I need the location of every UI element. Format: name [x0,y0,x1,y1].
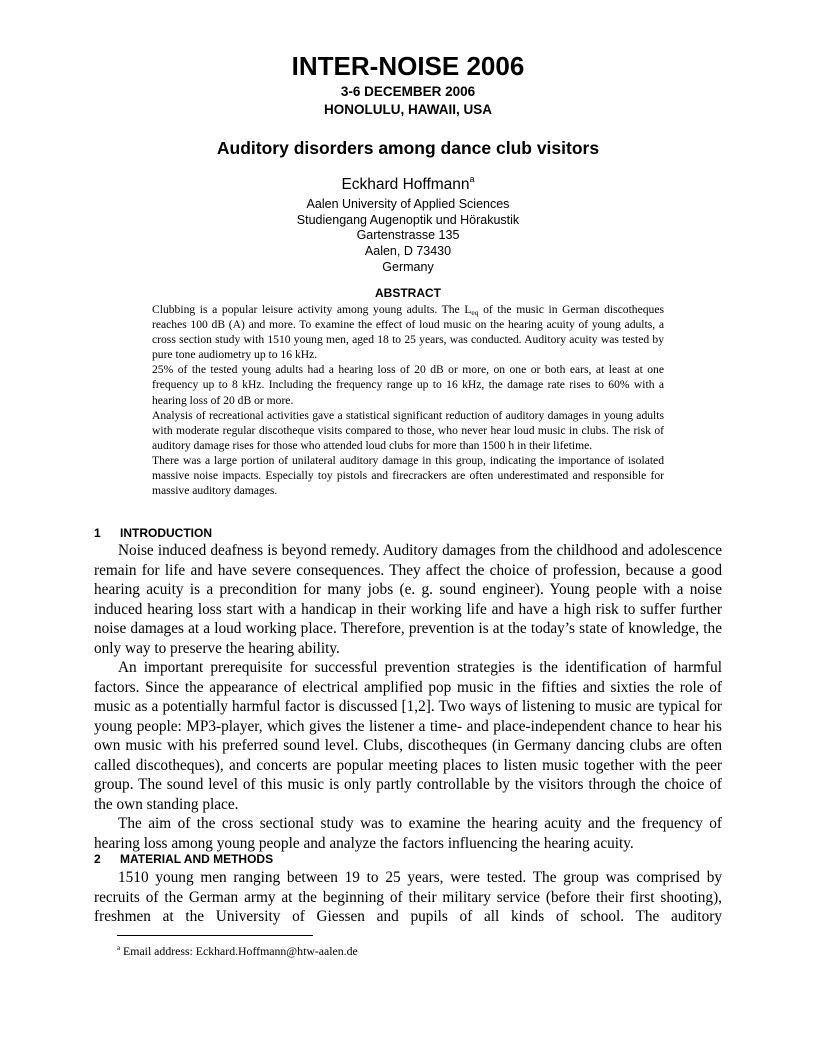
footnote [117,944,358,959]
paper-title: Auditory disorders among dance club visitors [216,138,600,158]
section-heading-introduction [94,526,212,541]
footnote-mark: a [117,944,121,952]
introduction-body [94,541,722,853]
abstract-text: Clubbing is a popular leisure activity among young adults. The L [152,303,472,316]
abstract-body [152,302,664,498]
abstract-heading: ABSTRACT [375,286,441,300]
abstract-paragraph [152,302,664,362]
abstract-paragraph: There was a large portion of unilateral auditory damage in this group, indicating the importance of isolated massive noise impacts. Especially toy pistols and firecrackers are often underestimated and responsible for massive auditory damages. [152,453,664,498]
affiliation-line: Aalen, D 73430 [364,244,452,259]
body-paragraph: The aim of the cross sectional study was to examine the hearing acuity and the frequency of hearing loss among young people and analyze the factors influencing the hearing acuity. [94,815,722,852]
body-paragraph: 1510 young men ranging between 19 to 25 years, were tested. The group was comprised by recruits of the German army at the beginning of their military service (before their first shooting), freshmen at the University of Giessen and pupils of all kinds of school. The auditory [94,869,722,925]
section-number: 1 [94,526,101,540]
section-heading-methods [94,852,273,867]
section-number: 2 [94,852,101,866]
footnote-text: Email address: Eckhard.Hoffmann@htw-aalen.de [120,944,358,958]
leq-subscript: eq [471,308,479,317]
conference-location: HONOLULU, HAWAII, USA [324,102,492,117]
body-paragraph: An important prerequisite for successful prevention strategies is the identification of harmful factors. Since the appearance of electrical amplified pop music in the fifties and sixties the role of music as a potentially harmful factor is discussed [1,2]. Two ways of listening to music are typical for young people: MP3-player, which gives the listener a time- and place-independent chance to hear his own music with his preferred sound level. Clubs, discotheques (in Germany dancing clubs are often called discotheques), and concerts are popular meeting places to listen music together with the peer group. The sound level of this music is only partly controllable by the visitors through the choice of the own standing place. [94,659,722,813]
affiliation-line: Aalen University of Applied Sciences [306,197,510,211]
section-title: INTRODUCTION [120,526,212,540]
author-name [0,175,816,195]
body-paragraph: Noise induced deafness is beyond remedy. Auditory damages from the childhood and adolescence remain for life and have severe consequences. They affect the choice of profession, because a good hearing acuity is a precondition for many jobs (e. g. sound engineer). Young people with a noise induced hearing loss start with a handicap in their working life and have a high risk to suffer further noise damages at a loud working place. Therefore, prevention is at the today’s state of knowledge, the only way to preserve the hearing ability. [94,542,722,657]
conference-date: 3-6 DECEMBER 2006 [340,84,476,99]
methods-body [94,868,722,927]
footnote-divider [117,935,313,936]
abstract-paragraph: Analysis of recreational activities gave a statistical significant reduction of auditory damages in young adults with moderate regular discotheque visits compared to those, who never hear loud music in clubs. The risk of auditory damage rises for those who attended loud clubs for more than 1500 h in their lifetime. [152,408,664,452]
author-affiliation [0,197,816,276]
section-title: MATERIAL AND METHODS [120,852,274,866]
affiliation-line: Germany [382,259,434,274]
author-name-text: Eckhard Hoffmann [341,176,470,193]
affiliation-line: Studiengang Augenoptik und Hörakustik [296,212,520,227]
affiliation-line: Gartenstrasse 135 [356,228,460,243]
abstract-paragraph: 25% of the tested young adults had a hearing loss of 20 dB or more, on one or both ears, at least at one frequency up to 8 kHz. Including the frequency range up to 16 kHz, the damage rate rises to 60% with a hearing loss of 20 dB or more. [152,363,664,407]
author-footnote-mark: a [469,174,475,184]
conference-title: INTER-NOISE 2006 [291,51,525,81]
abstract-text: of the music in German discotheques reaches 100 dB (A) and more. To examine the effect of loud music on the hearing acuity of young adults, a cross section study with 1510 young men, aged 18 to 25 years, was conducted. Auditory acuity was tested by pure tone audiometry up to 16 kHz. [152,303,665,362]
